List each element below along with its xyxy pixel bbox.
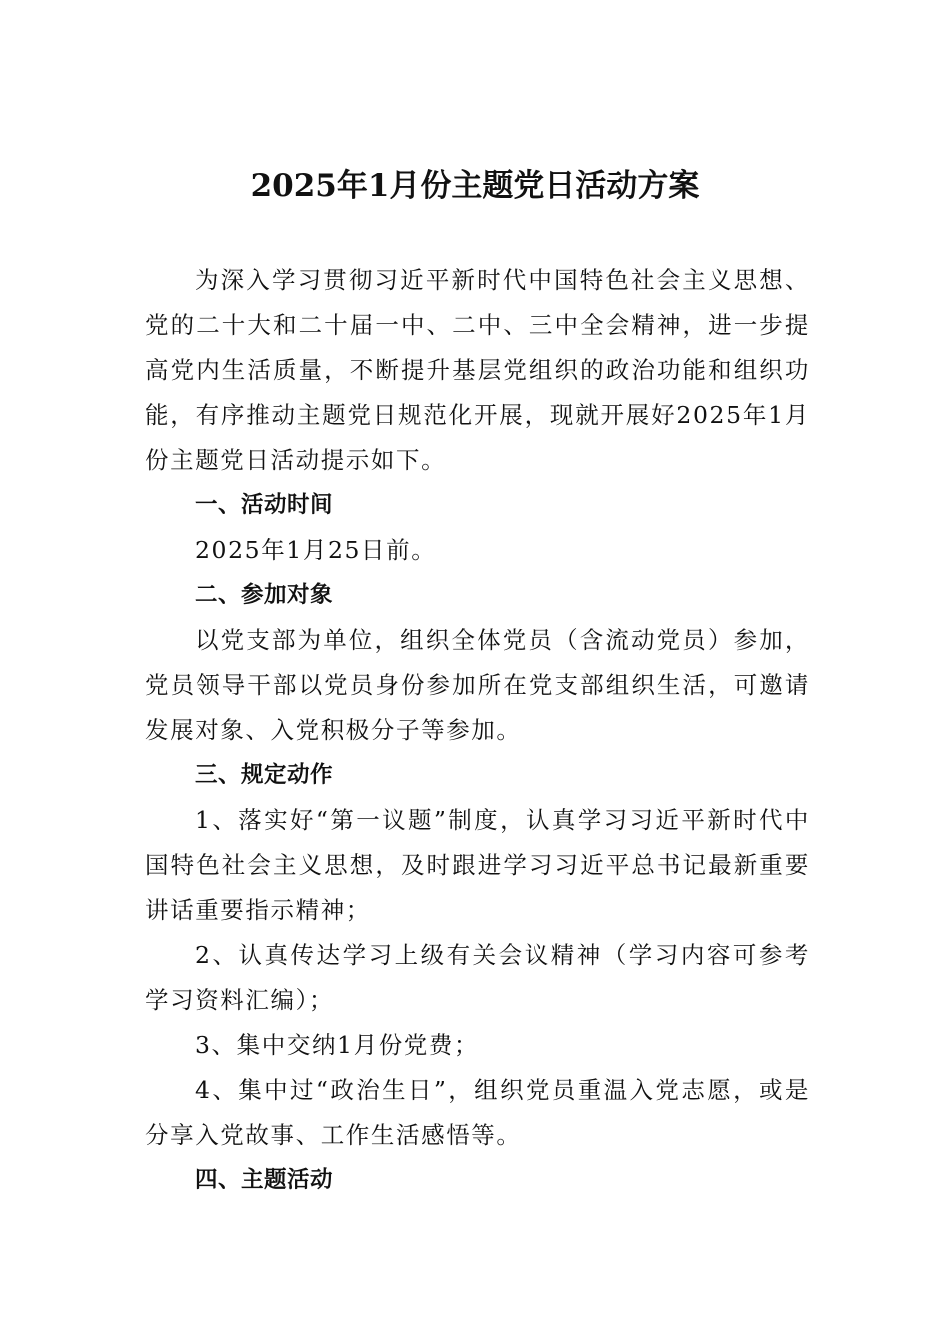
required-action-item-4: 4、集中过“政治生日”，组织党员重温入党志愿，或是分享入党故事、工作生活感悟等。: [145, 1076, 810, 1149]
section-text-participants: 以党支部为单位，组织全体党员（含流动党员）参加，党员领导干部以党员身份参加所在党支部组织生活，可邀请发展对象、入党积极分子等参加。: [145, 626, 810, 744]
required-action-item-1: 1、落实好“第一议题”制度，认真学习习近平新时代中国特色社会主义思想，及时跟进学习习近平总书记最新重要讲话重要指示精神；: [145, 806, 810, 924]
section-heading-required-actions: 三、规定动作: [195, 762, 334, 788]
document-title: 2025年1月份主题党日活动方案: [250, 168, 700, 204]
section-heading-theme-activity: 四、主题活动: [195, 1167, 334, 1193]
section-text-time: 2025年1月25日前。: [195, 536, 437, 564]
required-action-item-2: 2、认真传达学习上级有关会议精神（学习内容可参考学习资料汇编）；: [145, 941, 810, 1014]
document-body: [145, 258, 810, 1203]
intro-paragraph: 为深入学习贯彻习近平新时代中国特色社会主义思想、党的二十大和二十届一中、二中、三中全会精神，进一步提高党内生活质量，不断提升基层党组织的政治功能和组织功能，有序推动主题党日规范化开展，现就开展好2025年1月份主题党日活动提示如下。: [145, 266, 810, 474]
section-heading-time: 一、活动时间: [195, 492, 334, 518]
section-heading-participants: 二、参加对象: [195, 582, 334, 608]
required-action-item-3: 3、集中交纳1月份党费；: [195, 1031, 480, 1059]
